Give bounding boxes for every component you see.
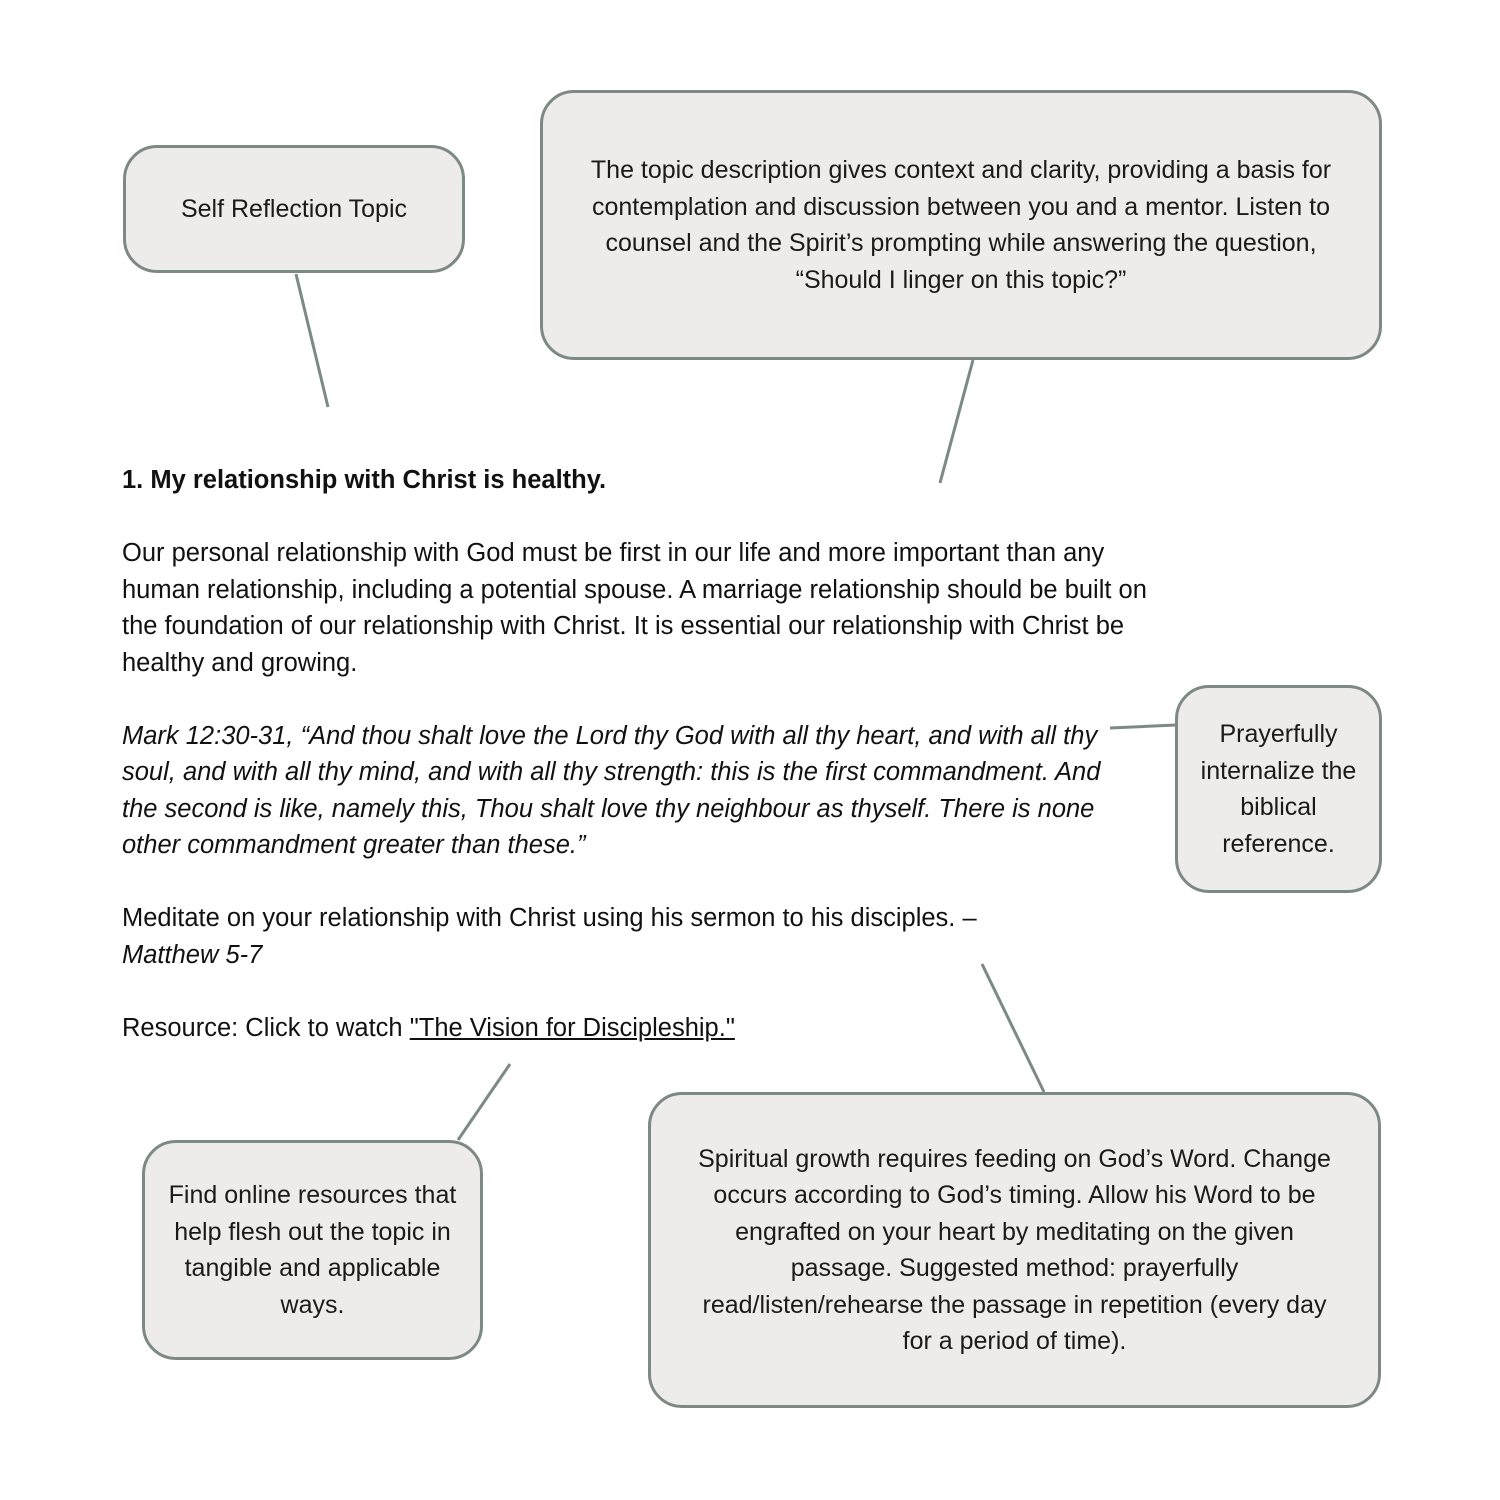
- meditate-paragraph: [122, 900, 1182, 973]
- connector-topic: [296, 274, 328, 407]
- topic-description: Our personal relationship with God must be first in our life and more important than any human relationship, including a potential spouse. A marriage relationship should be built on the foundation of our relationship with Christ. It is essential our relationship with Christ be healthy and growing.: [122, 539, 1147, 677]
- resource-note-callout: [142, 1140, 483, 1360]
- scripture-note-text: Prayerfully internalize the biblical reference.: [1200, 720, 1357, 858]
- scripture-quote: Mark 12:30-31, “And thou shalt love the Lord thy God with all thy heart, and with all thy soul, and with all thy mind, and with all thy strength: this is the first commandment. And the second is like, namely this, Thou shalt love thy neighbour as thyself. There is none other commandment greater than these.”: [122, 721, 1101, 859]
- resource-prefix: Resource: Click to watch: [122, 1013, 410, 1042]
- topic-heading: 1. My relationship with Christ is healthy.: [122, 466, 607, 494]
- description-note-text: The topic description gives context and clarity, providing a basis for contemplation and discussion between you and a mentor. Listen to counsel and the Spirit’s prompting while answering the question, “Should I linger on this topic?”: [590, 156, 1332, 294]
- resource-link[interactable]: "The Vision for Discipleship.": [409, 1013, 735, 1042]
- growth-note-callout: [648, 1092, 1381, 1408]
- meditate-reference: Matthew 5-7: [122, 940, 263, 969]
- topic-label-callout: [123, 145, 465, 273]
- resource-note-text: Find online resources that help flesh out the topic in tangible and applicable ways.: [168, 1181, 457, 1319]
- topic-label-text: Self Reflection Topic: [180, 194, 408, 223]
- resource-paragraph: [122, 1010, 1182, 1047]
- growth-note-text: Spiritual growth requires feeding on God’s Word. Change occurs according to God’s timing. Allow his Word to be engrafted on your heart by meditating on the given passage. Suggested method: prayerfully read/listen/rehearse the passage in repetition (every day for a period of time).: [698, 1144, 1331, 1355]
- topic-document: [122, 462, 1182, 1083]
- meditate-text: Meditate on your relationship with Christ using his sermon to his disciples. –: [122, 904, 977, 932]
- description-note-callout: [540, 90, 1382, 360]
- scripture-note-callout: [1175, 685, 1382, 893]
